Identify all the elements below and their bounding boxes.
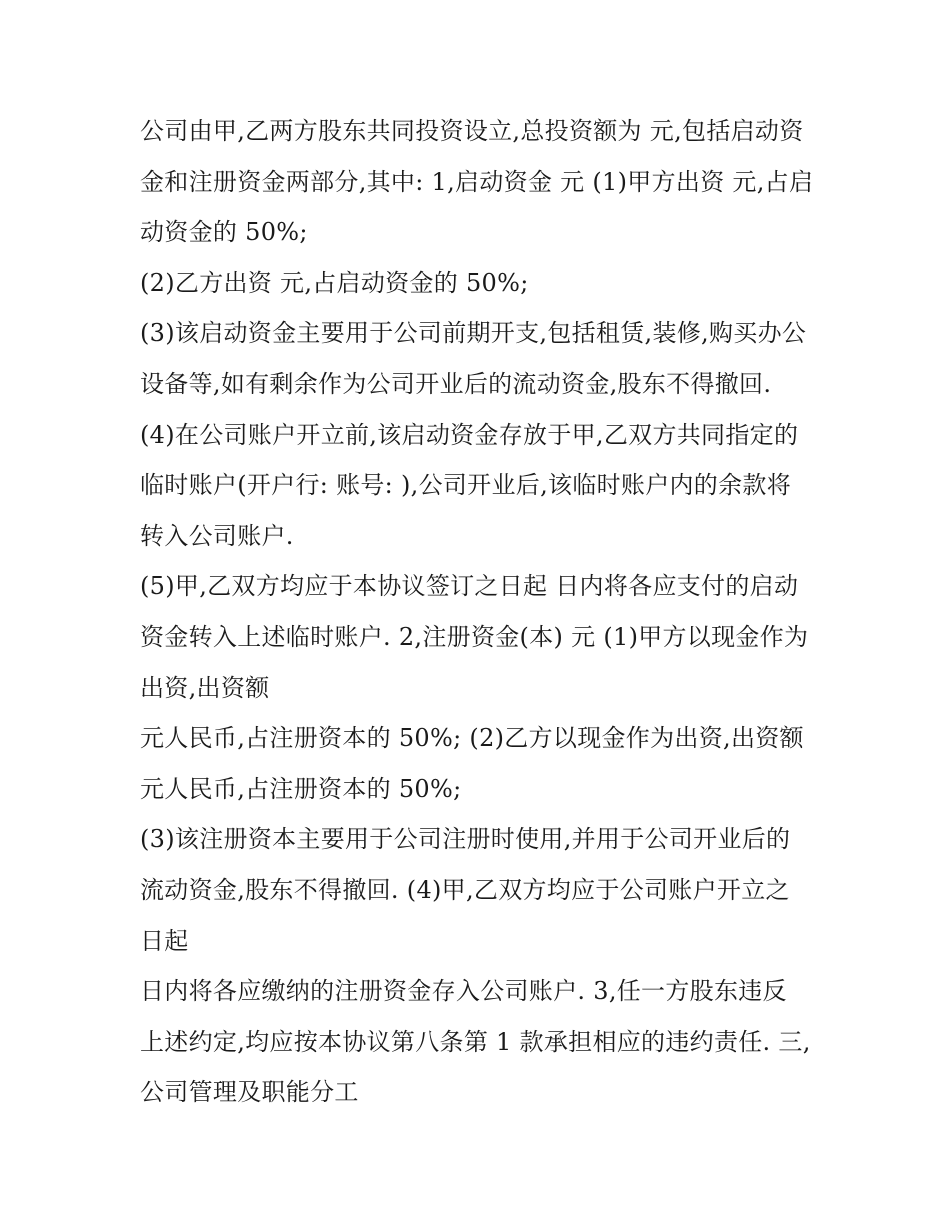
text-line: 日内将各应缴纳的注册资金存入公司账户. 3,任一方股东违反: [140, 977, 787, 1006]
text-line: 出资,出资额: [140, 673, 270, 702]
text-line: 资金转入上述临时账户. 2,注册资金(本) 元 (1)甲方以现金作为: [140, 622, 809, 651]
text-line: 流动资金,股东不得撤回. (4)甲,乙双方均应于公司账户开立之: [140, 875, 790, 904]
text-line: (4)在公司账户开立前,该启动资金存放于甲,乙双方共同指定的: [140, 420, 799, 449]
text-line: (2)乙方出资 元,占启动资金的 50%;: [140, 268, 529, 297]
text-line: (5)甲,乙双方均应于本协议签订之日起 日内将各应支付的启动: [140, 572, 799, 601]
text-line: 上述约定,均应按本协议第八条第 1 款承担相应的违约责任. 三,: [140, 1027, 811, 1056]
text-line: (3)该启动资金主要用于公司前期开支,包括租赁,装修,购买办公: [140, 319, 807, 348]
text-line: 转入公司账户.: [140, 521, 294, 550]
text-line: 元人民币,占注册资本的 50%;: [140, 774, 462, 803]
text-line: 元人民币,占注册资本的 50%; (2)乙方以现金作为出资,出资额: [140, 724, 804, 753]
text-line: 临时账户(开户行: 账号: ),公司开业后,该临时账户内的余款将: [140, 471, 792, 500]
body-text: [140, 106, 820, 1118]
text-line: 金和注册资金两部分,其中: 1,启动资金 元 (1)甲方出资 元,占启: [140, 167, 814, 196]
text-line: 设备等,如有剩余作为公司开业后的流动资金,股东不得撤回.: [140, 369, 772, 398]
text-line: 动资金的 50%;: [140, 218, 308, 247]
text-line: (3)该注册资本主要用于公司注册时使用,并用于公司开业后的: [140, 825, 791, 854]
text-line: 公司管理及职能分工: [140, 1078, 359, 1107]
text-line: 日起: [140, 926, 189, 955]
text-line: 公司由甲,乙两方股东共同投资设立,总投资额为 元,包括启动资: [140, 117, 804, 145]
